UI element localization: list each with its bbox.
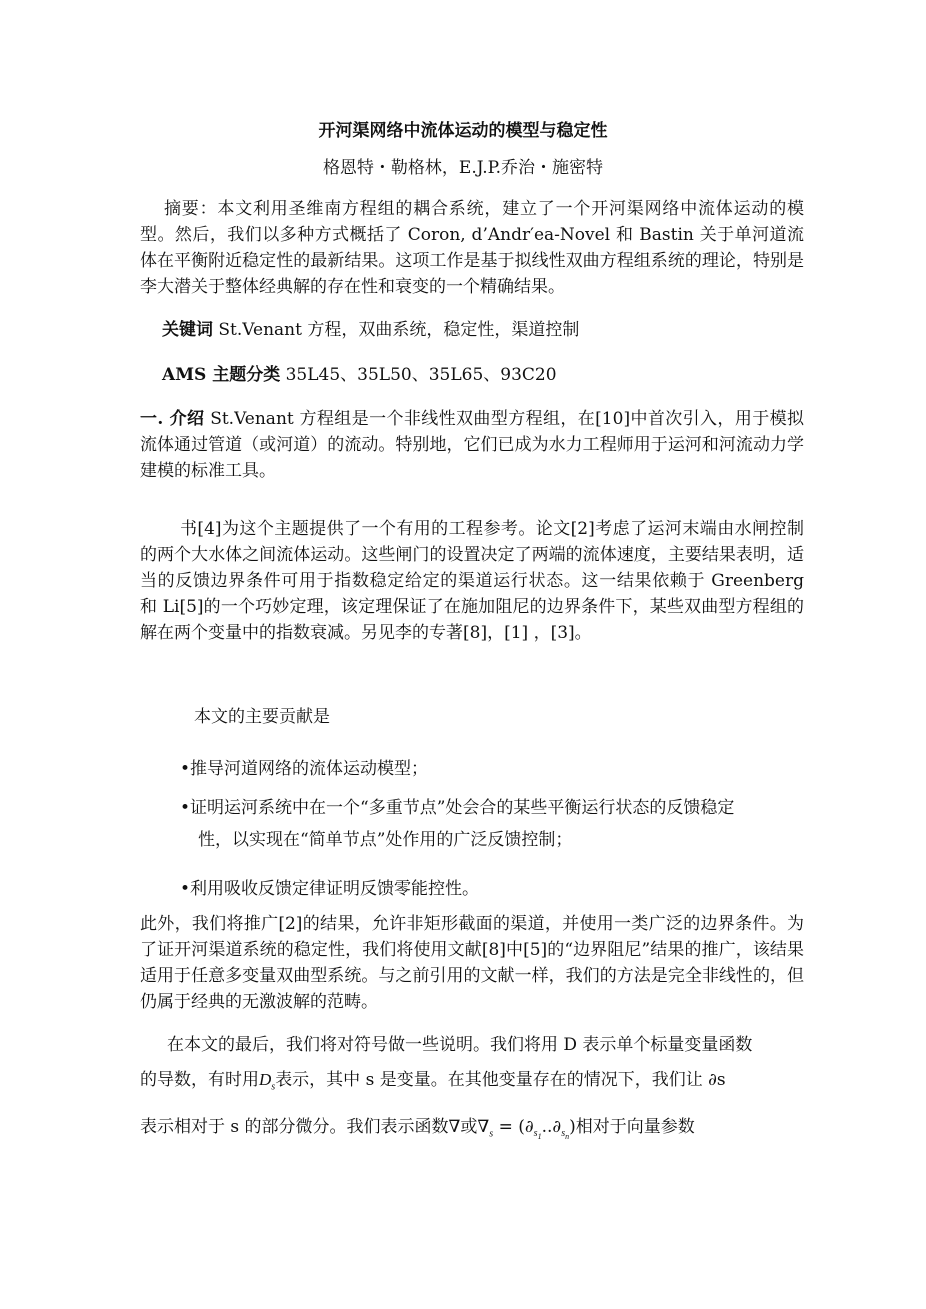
paper-title: 开河渠网络中流体运动的模型与稳定性 — [318, 121, 608, 141]
ams-text: 35L45、35L50、35L65、93C20 — [285, 365, 557, 385]
paragraph-three: 此外，我们将推广[2]的结果，允许非矩形截面的渠道，并使用一类广泛的边界条件。为了证开河渠道系统的稳定性，我们将使用文献[8]中[5]的“边界阻尼”结果的推广，该结果适用于任意多变量双曲型系统。与之前引用的文献一样，我们的方法是完全非线性的，但仍属于经典的无激波解的范畴。 — [140, 914, 804, 1012]
nabla-subscript: s — [489, 1128, 494, 1140]
para4-text-a: 的导数，有时用 — [140, 1070, 259, 1090]
paragraph-four-line-1: 在本文的最后，我们将对符号做一些说明。我们将用 D 表示单个标量变量函数 — [167, 1035, 753, 1055]
bullet-item-1: •推导河道网络的流体运动模型； — [180, 759, 429, 779]
abstract-paragraph: 摘要：本文利用圣维南方程组的耦合系统，建立了一个开河渠网络中流体运动的模型。然后，我们以多种方式概括了 Coron, d’Andr′ea-Novel 和 Bastin 关于单河道流体在平衡附近稳定性的最新结果。这项工作是基于拟线性双曲方程组系统的理论，特别是李大潜关于整体经典解的存在性和衰变的一个精确结果。 — [140, 199, 804, 297]
gradient-equals: = (∂ — [493, 1117, 534, 1137]
partial-var-last: s — [561, 1128, 566, 1140]
gradient-expression — [477, 1117, 576, 1142]
para4-text-c: 表示相对于 s 的部分微分。我们表示函数∇或 — [140, 1117, 478, 1137]
partial-index-last: n — [565, 1132, 570, 1142]
paragraph-four-line-2 — [140, 1067, 804, 1100]
keywords-line — [162, 317, 804, 343]
gradient-close: ) — [569, 1117, 576, 1137]
intro-label: 一. 介绍 — [140, 409, 205, 429]
derivative-symbol — [259, 1070, 276, 1093]
paragraph-four-line-3 — [140, 1114, 804, 1150]
gradient-dots: ..∂ — [541, 1117, 562, 1137]
derivative-letter: D — [259, 1070, 272, 1089]
intro-paragraph — [140, 406, 804, 484]
partial-subscript-first — [533, 1128, 542, 1142]
partial-index-first: 1 — [537, 1132, 542, 1142]
keywords-label: 关键词 — [162, 320, 213, 340]
bullet-item-2-line-1: •证明运河系统中在一个“多重节点”处会合的某些平衡运行状态的反馈稳定 — [180, 798, 735, 818]
nabla-symbol: ∇ — [477, 1117, 490, 1137]
para4-text-b: 表示，其中 s 是变量。在其他变量存在的情况下，我们让 ∂s — [275, 1070, 726, 1090]
intro-text: St.Venant 方程组是一个非线性双曲型方程组，在[10]中首次引入，用于模拟流体通过管道（或河道）的流动。特别地，它们已成为水力工程师用于运河和河流动力学建模的标准工具。 — [140, 409, 804, 481]
ams-label: AMS 主题分类 — [162, 365, 281, 385]
bullet-item-2-line-2: 性，以实现在“简单节点”处作用的广泛反馈控制； — [198, 830, 573, 850]
paragraph-two: 书[4]为这个主题提供了一个有用的工程参考。论文[2]考虑了运河末端由水闸控制的两个大水体之间流体运动。这些闸门的设置决定了两端的流体速度，主要结果表明，适当的反馈边界条件可用于指数稳定给定的渠道运行状态。这一结果依赖于 Greenberg 和 Li[5]的一个巧妙定理，该定理保证了在施加阻尼的边界条件下，某些双曲型方程组的解在两个变量中的指数衰减。另见李的专著[8]，[1] ，[3]。 — [140, 519, 804, 643]
para4-text-d: 相对于向量参数 — [575, 1117, 695, 1137]
derivative-subscript: s — [271, 1081, 276, 1093]
partial-var-first: s — [533, 1128, 538, 1140]
paper-authors: 格恩特・勒格林，E.J.P.乔治・施密特 — [322, 158, 604, 178]
partial-subscript-last — [561, 1128, 570, 1142]
contribution-intro: 本文的主要贡献是 — [194, 707, 330, 727]
keywords-text: St.Venant 方程，双曲系统，稳定性，渠道控制 — [218, 320, 580, 340]
bullet-item-3: •利用吸收反馈定律证明反馈零能控性。 — [180, 879, 480, 899]
ams-line — [162, 362, 804, 388]
